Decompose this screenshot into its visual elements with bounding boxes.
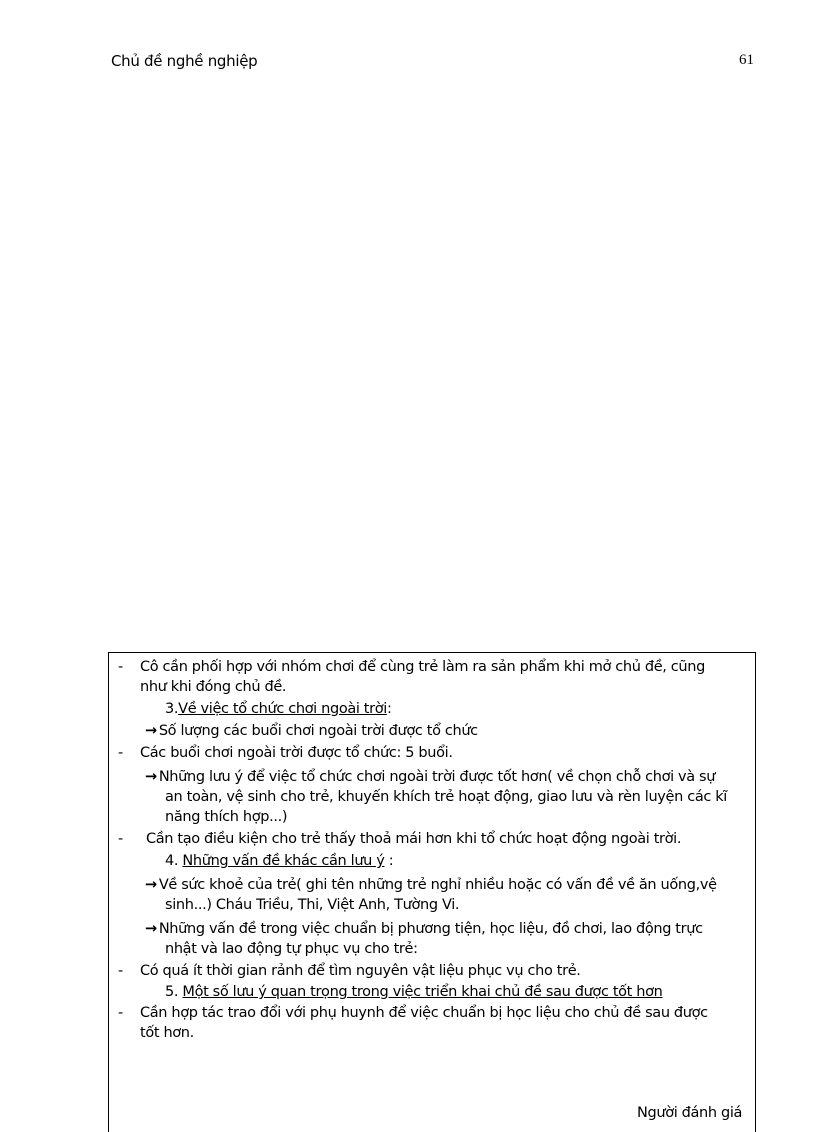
section-colon: : [388, 853, 394, 869]
text-line: Có quá ít thời gian rảnh để tìm nguyên vật liệu phục vụ cho trẻ. [140, 963, 581, 979]
text-line: an toàn, vệ sinh cho trẻ, khuyến khích trẻ hoạt động, giao lưu và rèn luyện các kĩ [165, 789, 727, 805]
section-title: Những vấn đề khác cần lưu ý [182, 853, 385, 869]
text-line: tốt hơn. [140, 1025, 194, 1041]
section-number: 3. [165, 701, 179, 717]
arrow-text: Những lưu ý để việc tổ chức chơi ngoài trời được tốt hơn( về chọn chỗ chơi và sự [158, 769, 716, 785]
section-heading-3 [165, 699, 392, 719]
section-number: 4. [165, 853, 179, 869]
text-line: Cô cần phối hợp với nhóm chơi để cùng trẻ làm ra sản phẩm khi mở chủ đề, cũng [140, 659, 705, 675]
section-title: Một số lưu ý quan trọng trong việc triển khai chủ đề sau được tốt hơn [182, 984, 663, 1000]
text-line: sinh...) Cháu Triều, Thi, Việt Anh, Tường Vi. [165, 897, 460, 913]
text-line: năng thích hợp...) [165, 809, 288, 825]
bullet-dash: - [118, 963, 123, 979]
arrow-text: Những vấn đề trong việc chuẩn bị phương tiện, học liệu, đồ chơi, lao động trực [158, 921, 703, 937]
bullet-dash: - [118, 1005, 123, 1021]
text-line: Cần tạo điều kiện cho trẻ thấy thoả mái hơn khi tổ chức hoạt động ngoài trời. [146, 831, 682, 847]
bullet-dash: - [118, 831, 123, 847]
page-header-title: Chủ đề nghề nghiệp [111, 52, 258, 70]
section-heading-5 [165, 982, 662, 1002]
arrow-item [145, 875, 717, 895]
section-heading-4 [165, 851, 393, 871]
section-title: Về việc tổ chức chơi ngoài trời [178, 701, 387, 717]
text-line: như khi đóng chủ đề. [140, 679, 287, 695]
arrow-item [145, 767, 715, 787]
arrow-item [145, 721, 478, 741]
signature-label: Người đánh giá [637, 1105, 743, 1121]
text-line: nhật và lao động tự phục vụ cho trẻ: [165, 941, 418, 957]
arrow-text: Số lượng các buổi chơi ngoài trời được tổ chức [158, 723, 478, 739]
bullet-dash: - [118, 659, 123, 675]
arrow-icon: → [145, 921, 157, 937]
section-number: 5. [165, 984, 179, 1000]
arrow-text: Về sức khoẻ của trẻ( ghi tên những trẻ nghỉ nhiều hoặc có vấn đề về ăn uống,vệ [158, 877, 717, 893]
text-line: Cần hợp tác trao đổi với phụ huynh để việc chuẩn bị học liệu cho chủ đề sau được [140, 1005, 708, 1021]
text-line: Các buổi chơi ngoài trời được tổ chức: 5 buổi. [140, 745, 453, 761]
arrow-item [145, 919, 703, 939]
arrow-icon: → [145, 723, 157, 739]
section-colon: : [386, 701, 392, 717]
bullet-dash: - [118, 745, 123, 761]
page-number: 61 [739, 52, 754, 68]
arrow-icon: → [145, 877, 157, 893]
arrow-icon: → [145, 769, 157, 785]
